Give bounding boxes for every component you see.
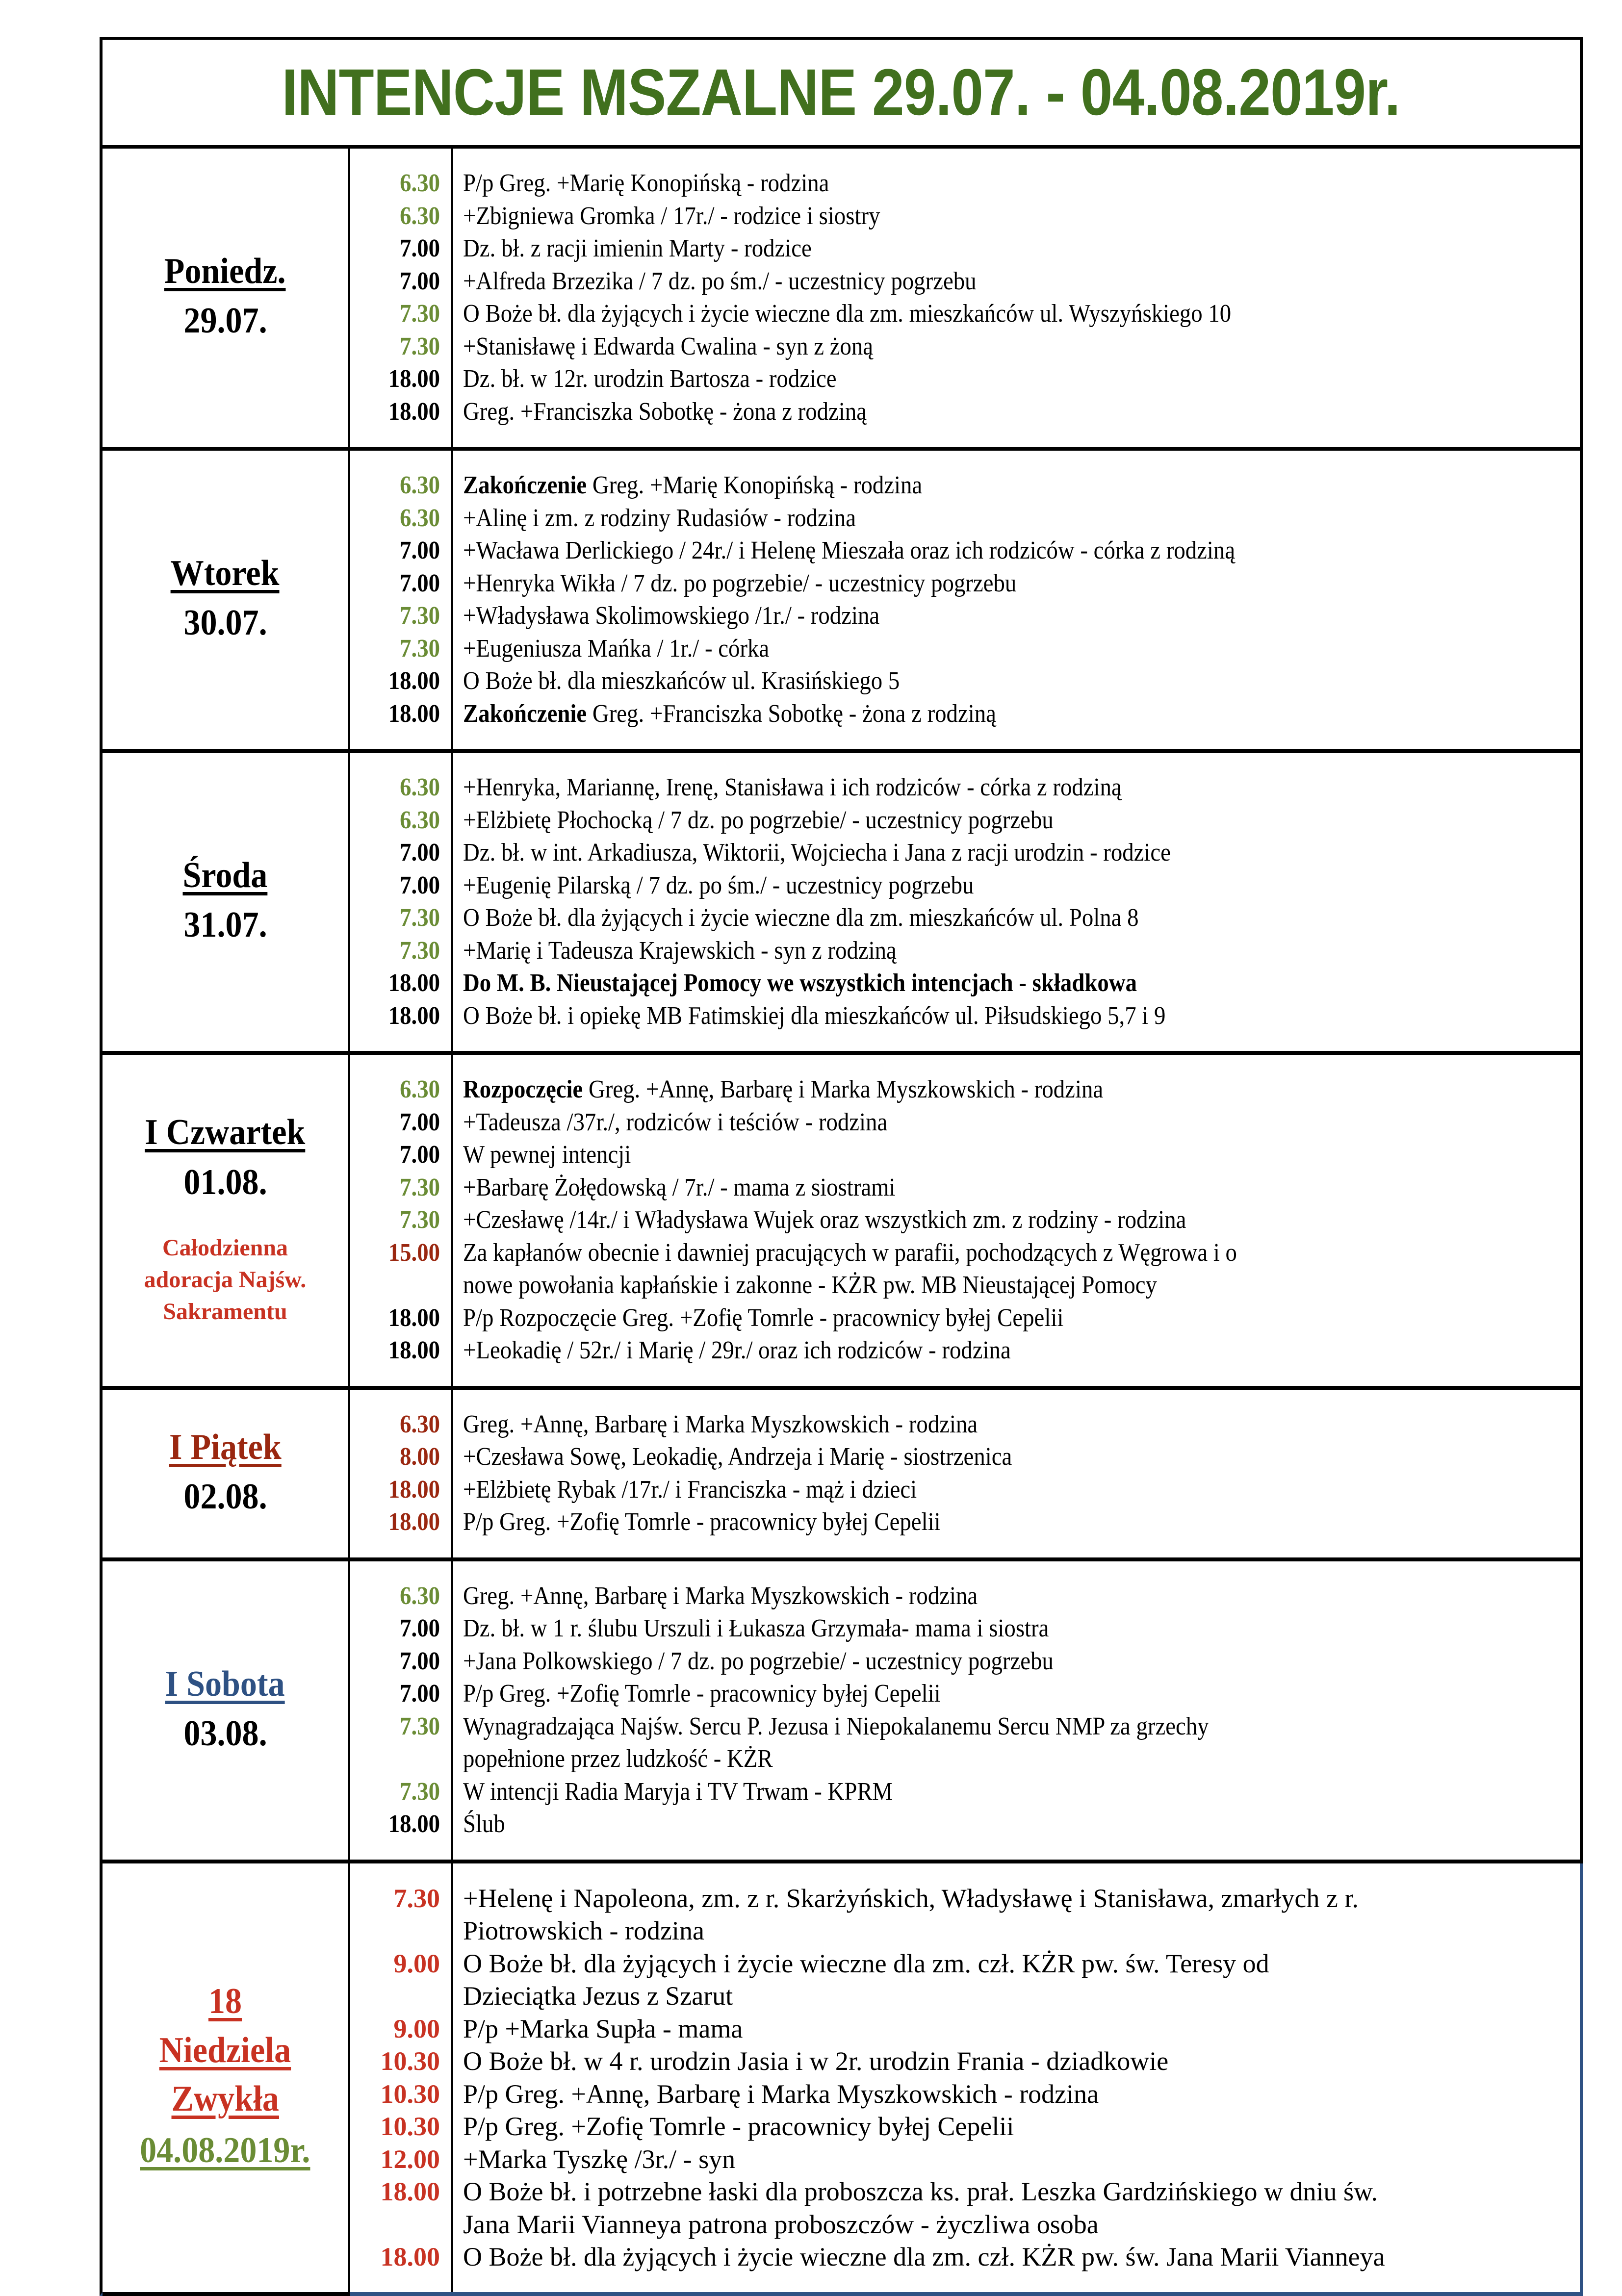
intention-text: P/p Greg. +Zofię Tomrle - pracownicy byłej Cepelii [463, 1508, 941, 1536]
day-date: 01.08. [183, 1162, 267, 1202]
day-name: 18 [208, 1981, 242, 2022]
intention-text: +Elżbietę Płochocką / 7 dz. po pogrzebie/ - uczestnicy pogrzebu [463, 806, 1054, 834]
mass-time: 6.30 [400, 169, 440, 197]
intention-text: P/p +Marka Supła - mama [463, 2014, 743, 2043]
mass-time: 7.00 [400, 536, 440, 564]
intention-line [463, 935, 1468, 968]
mass-time: 18.00 [388, 397, 440, 426]
intention-text: Greg. +Franciszka Sobotkę - żona z rodziną [463, 397, 867, 426]
intention-text: O Boże bł. i opiekę MB Fatimskiej dla mieszkańców ul. Piłsudskiego 5,7 i 9 [463, 1001, 1166, 1030]
intention-line [463, 535, 1468, 567]
mass-time: 7.00 [400, 839, 440, 867]
intention-line [463, 167, 1468, 200]
intention-line [463, 331, 1468, 363]
intention-line [463, 298, 1468, 331]
intention-line [463, 1506, 1468, 1539]
day-label-cell [103, 451, 350, 749]
intention-text: +Jana Polkowskiego / 7 dz. po pogrzebie/ - uczestnicy pogrzebu [463, 1647, 1054, 1675]
intention-text: Dz. bł. w int. Arkadiusza, Wiktorii, Wojciecha i Jana z racji urodzin - rodzice [463, 839, 1171, 867]
mass-time: 7.00 [400, 267, 440, 295]
intention-text: P/p Rozpoczęcie Greg. +Zofię Tomrle - pracownicy byłej Cepelii [463, 1303, 1064, 1332]
mass-time: 6.30 [400, 1582, 440, 1610]
intention-text: O Boże bł. dla żyjących i życie wieczne dla zm. mieszkańców ul. Wyszyńskiego 10 [463, 300, 1232, 328]
mass-time: 18.00 [388, 667, 440, 695]
intention-line [463, 698, 1468, 731]
day-label-cell [103, 1055, 350, 1386]
mass-time: 7.30 [400, 904, 440, 932]
intention-text: W intencji Radia Maryja i TV Trwam - KPRM [463, 1777, 893, 1806]
mass-time: 7.00 [400, 569, 440, 597]
intention-text: +Stanisławę i Edwarda Cwalina - syn z żoną [463, 332, 874, 360]
intention-text: Ślub [463, 1810, 505, 1838]
intention-line [463, 232, 1468, 265]
title-box [100, 37, 1583, 149]
intentions-column [453, 1055, 1580, 1386]
intention-text: +Marię i Tadeusza Krajewskich - syn z rodziną [463, 936, 897, 965]
mass-time: 6.30 [400, 773, 440, 801]
intention-line [463, 869, 1468, 902]
day-section [100, 1863, 1583, 2296]
mass-time: 6.30 [400, 471, 440, 499]
intention-text: P/p Greg. +Marię Konopińską - rodzina [463, 169, 829, 197]
mass-time: 18.00 [388, 365, 440, 393]
mass-time: 6.30 [400, 504, 440, 532]
intention-text: Greg. +Franciszka Sobotkę - żona z rodziną [587, 699, 996, 728]
mass-time: 18.00 [388, 1001, 440, 1030]
intention-line [463, 1580, 1468, 1613]
intention-text: +Władysława Skolimowskiego /1r./ - rodzina [463, 602, 880, 630]
intentions-column [453, 149, 1580, 447]
intention-text: Za kapłanów obecnie i dawniej pracujących w parafii, pochodzących z Węgrowa i o [463, 1238, 1237, 1267]
mass-time: 10.30 [380, 2046, 440, 2076]
intention-line [463, 665, 1468, 698]
mass-times-column [350, 1390, 453, 1557]
day-name: Wtorek [171, 553, 280, 594]
mass-time: 18.00 [388, 1810, 440, 1838]
intentions-column [453, 1863, 1580, 2292]
day-label-cell [103, 1390, 350, 1557]
intention-line [463, 2241, 1580, 2273]
intention-line [463, 2110, 1580, 2143]
day-section [100, 149, 1583, 451]
mass-time: 7.30 [400, 1206, 440, 1234]
intention-text: Dz. bł. w 12r. urodzin Bartosza - rodzice [463, 365, 837, 393]
intention-text: Dz. bł. w 1 r. ślubu Urszuli i Łukasza Grzymała- mama i siostra [463, 1614, 1049, 1642]
intention-text: W pewnej intencji [463, 1141, 631, 1169]
intention-line [463, 1204, 1468, 1237]
intention-text: O Boże bł. i potrzebne łaski dla proboszcza ks. prał. Leszka Gardzińskiego w dniu św. [463, 2177, 1378, 2206]
day-date: 02.08. [183, 1476, 267, 1517]
mass-time: 18.00 [388, 1336, 440, 1364]
day-name: I Piątek [169, 1427, 282, 1467]
intention-line [463, 2013, 1580, 2045]
day-name: I Sobota [165, 1663, 285, 1704]
intention-text: +Czesława Sowę, Leokadię, Andrzeja i Marię - siostrzenica [463, 1443, 1012, 1471]
mass-time: 12.00 [380, 2144, 440, 2174]
page-title: INTENCJE MSZALNE 29.07. - 04.08.2019r. [282, 56, 1401, 129]
day-name-line3: Zwykła [171, 2078, 279, 2119]
intention-line [463, 265, 1468, 298]
day-date: 30.07. [183, 603, 267, 643]
intention-line [463, 1947, 1580, 1980]
intention-line [463, 1139, 1468, 1172]
adoration-note: Sakramentu [163, 1298, 287, 1325]
mass-time: 18.00 [388, 699, 440, 728]
intention-text: +Czesławę /14r./ i Władysława Wujek oraz wszystkich zm. z rodziny - rodzina [463, 1206, 1186, 1234]
intention-line [463, 396, 1468, 429]
intention-text: +Henryka, Mariannę, Irenę, Stanisława i ich rodziców - córka z rodziną [463, 773, 1122, 801]
mass-time: 7.00 [400, 1141, 440, 1169]
day-section [100, 753, 1583, 1055]
intention-text: +Barbarę Żołędowską / 7r./ - mama z siostrami [463, 1173, 896, 1201]
intention-text: nowe powołania kapłańskie i zakonne - KŻR pw. MB Nieustającej Pomocy [463, 1271, 1157, 1299]
intention-line [463, 1645, 1468, 1678]
mass-time: 6.30 [400, 1410, 440, 1438]
intention-line [463, 600, 1468, 633]
intention-text: popełnione przez ludzkość - KŻR [463, 1745, 773, 1773]
mass-time: 7.30 [400, 332, 440, 360]
day-section [100, 1561, 1583, 1863]
mass-time: 6.30 [400, 202, 440, 230]
day-label-cell [103, 1561, 350, 1860]
intention-line [463, 1980, 1580, 2013]
intention-text: +Marka Tyszkę /3r./ - syn [463, 2144, 736, 2174]
intention-line [463, 1882, 1580, 1915]
intention-line [463, 804, 1468, 837]
intentions-column [453, 753, 1580, 1051]
intention-bold-prefix: Zakończenie [463, 471, 587, 499]
mass-time: 9.00 [393, 1948, 440, 1978]
intention-line [463, 2208, 1580, 2241]
day-name: I Czwartek [145, 1112, 306, 1153]
mass-time: 7.30 [400, 602, 440, 630]
intention-text: +Tadeusza /37r./, rodziców i teściów - rodzina [463, 1108, 888, 1136]
intention-line [463, 1808, 1468, 1841]
intention-text: Wynagradzająca Najśw. Sercu P. Jezusa i Niepokalanemu Sercu NMP za grzechy [463, 1712, 1209, 1740]
day-date: 31.07. [183, 905, 267, 945]
intention-text: +Henryka Wikła / 7 dz. po pogrzebie/ - uczestnicy pogrzebu [463, 569, 1017, 597]
intention-line [463, 2143, 1580, 2176]
mass-time: 7.30 [400, 300, 440, 328]
intention-line [463, 902, 1468, 935]
mass-times-column [350, 1561, 453, 1860]
intention-text: +Helenę i Napoleona, zm. z r. Skarżyńskich, Władysławę i Stanisława, zmarłych z r. [463, 1883, 1359, 1913]
mass-time: 10.30 [380, 2079, 440, 2109]
intention-line [463, 771, 1468, 804]
intention-bold-prefix: Rozpoczęcie [463, 1075, 583, 1103]
mass-time: 7.30 [400, 1777, 440, 1806]
intention-line [463, 2175, 1580, 2208]
mass-times-column [350, 1055, 453, 1386]
intention-line [463, 1302, 1468, 1335]
day-name-line2: Niedziela [159, 2030, 291, 2070]
intention-line [463, 837, 1468, 869]
adoration-note: Całodzienna [162, 1235, 288, 1261]
intention-text: Jana Marii Vianneya patrona proboszczów - życzliwa osoba [463, 2209, 1099, 2239]
intention-text: Piotrowskich - rodzina [463, 1916, 704, 1945]
mass-time: 15.00 [388, 1238, 440, 1267]
intention-text: O Boże bł. dla żyjących i życie wieczne dla zm. czł. KŻR pw. św. Jana Marii Vianneya [463, 2242, 1385, 2271]
intention-line [463, 1334, 1468, 1367]
intention-text: Greg. +Annę, Barbarę i Marka Myszkowskich - rodzina [583, 1075, 1104, 1103]
days-table [100, 149, 1583, 2296]
mass-time: 7.00 [400, 234, 440, 262]
mass-time: 7.30 [400, 936, 440, 965]
intention-text: Dzieciątka Jezus z Szarut [463, 1981, 733, 2011]
mass-time: 18.00 [388, 1508, 440, 1536]
intention-line [463, 469, 1468, 502]
mass-time: 18.00 [388, 1303, 440, 1332]
intention-line [463, 1000, 1468, 1033]
intention-line [463, 1172, 1468, 1204]
intention-line [463, 1441, 1468, 1474]
intention-text: P/p Greg. +Annę, Barbarę i Marka Myszkowskich - rodzina [463, 2079, 1099, 2109]
mass-time: 7.00 [400, 871, 440, 899]
intention-text: O Boże bł. dla żyjących i życie wieczne dla zm. mieszkańców ul. Polna 8 [463, 904, 1139, 932]
mass-intentions-sheet [100, 37, 1583, 2296]
mass-time: 8.00 [400, 1443, 440, 1471]
mass-times-column [350, 1863, 453, 2292]
intention-line [463, 2078, 1580, 2111]
intention-line [463, 1073, 1468, 1106]
intention-line [463, 967, 1468, 1000]
mass-time: 7.00 [400, 1614, 440, 1642]
intention-line [463, 1237, 1468, 1270]
intention-line [463, 1743, 1468, 1776]
mass-time: 7.00 [400, 1680, 440, 1708]
intention-line [463, 1106, 1468, 1139]
intentions-column [453, 1561, 1580, 1860]
mass-time: 7.00 [400, 1108, 440, 1136]
intention-line [463, 200, 1468, 233]
intention-text: +Alfreda Brzezika / 7 dz. po śm./ - uczestnicy pogrzebu [463, 267, 977, 295]
intention-text: Greg. +Annę, Barbarę i Marka Myszkowskich - rodzina [463, 1410, 978, 1438]
mass-times-column [350, 753, 453, 1051]
intention-bold-prefix: Do M. B. Nieustającej Pomocy we wszystkich intencjach - składkowa [463, 969, 1137, 997]
mass-time: 6.30 [400, 1075, 440, 1103]
intention-bold-prefix: Zakończenie [463, 699, 587, 728]
day-section [100, 1390, 1583, 1561]
day-label-cell [103, 149, 350, 447]
mass-time: 7.30 [393, 1883, 440, 1913]
mass-time: 10.30 [380, 2112, 440, 2141]
day-date: 04.08.2019r. [140, 2130, 310, 2171]
intention-text: O Boże bł. w 4 r. urodzin Jasia i w 2r. urodzin Frania - dziadkowie [463, 2046, 1169, 2076]
intention-text: O Boże bł. dla żyjących i życie wieczne dla zm. czł. KŻR pw. św. Teresy od [463, 1948, 1269, 1978]
intention-line [463, 1678, 1468, 1710]
intention-line [463, 1269, 1468, 1302]
day-section [100, 1055, 1583, 1390]
intention-text: +Alinę i zm. z rodziny Rudasiów - rodzina [463, 504, 856, 532]
intention-text: +Wacława Derlickiego / 24r./ i Helenę Mieszała oraz ich rodziców - córka z rodziną [463, 536, 1236, 564]
day-date: 03.08. [183, 1713, 267, 1754]
mass-time: 18.00 [388, 969, 440, 997]
intentions-column [453, 1390, 1580, 1557]
intention-line [463, 633, 1468, 665]
day-date: 29.07. [183, 301, 267, 341]
day-label-cell [103, 1863, 350, 2296]
intention-line [463, 1710, 1468, 1743]
mass-time: 18.00 [388, 1475, 440, 1504]
intention-line [463, 502, 1468, 535]
intention-line [463, 363, 1468, 396]
intention-text: P/p Greg. +Zofię Tomrle - pracownicy byłej Cepelii [463, 2112, 1014, 2141]
mass-times-column [350, 149, 453, 447]
intention-text: +Eugenię Pilarską / 7 dz. po śm./ - uczestnicy pogrzebu [463, 871, 974, 899]
mass-time: 7.30 [400, 634, 440, 663]
intention-text: Greg. +Annę, Barbarę i Marka Myszkowskich - rodzina [463, 1582, 978, 1610]
intention-text: +Elżbietę Rybak /17r./ i Franciszka - mąż i dzieci [463, 1475, 917, 1504]
day-label-cell [103, 753, 350, 1051]
mass-time: 7.30 [400, 1712, 440, 1740]
intention-line [463, 1776, 1468, 1809]
intention-line [463, 1408, 1468, 1441]
intention-text: O Boże bł. dla mieszkańców ul. Krasińskiego 5 [463, 667, 900, 695]
intention-text: +Zbigniewa Gromka / 17r./ - rodzice i siostry [463, 202, 880, 230]
intentions-column [453, 451, 1580, 749]
intention-line [463, 2045, 1580, 2078]
mass-times-column [350, 451, 453, 749]
intention-line [463, 1612, 1468, 1645]
mass-time: 18.00 [380, 2177, 440, 2206]
intention-line [463, 1474, 1468, 1506]
mass-time: 18.00 [380, 2242, 440, 2271]
adoration-note: adoracja Najśw. [144, 1266, 307, 1293]
day-name: Środa [182, 855, 268, 896]
mass-time: 9.00 [393, 2014, 440, 2043]
intention-text: P/p Greg. +Zofię Tomrle - pracownicy byłej Cepelii [463, 1680, 941, 1708]
mass-time: 7.30 [400, 1173, 440, 1201]
day-section [100, 451, 1583, 753]
intention-text: +Leokadię / 52r./ i Marię / 29r./ oraz ich rodziców - rodzina [463, 1336, 1011, 1364]
intention-line [463, 1914, 1580, 1947]
mass-time: 7.00 [400, 1647, 440, 1675]
intention-text: Dz. bł. z racji imienin Marty - rodzice [463, 234, 812, 262]
intention-text: Greg. +Marię Konopińską - rodzina [587, 471, 923, 499]
intention-text: +Eugeniusza Mańka / 1r./ - córka [463, 634, 770, 663]
intention-line [463, 567, 1468, 600]
day-name: Poniedz. [164, 251, 286, 292]
mass-time: 6.30 [400, 806, 440, 834]
